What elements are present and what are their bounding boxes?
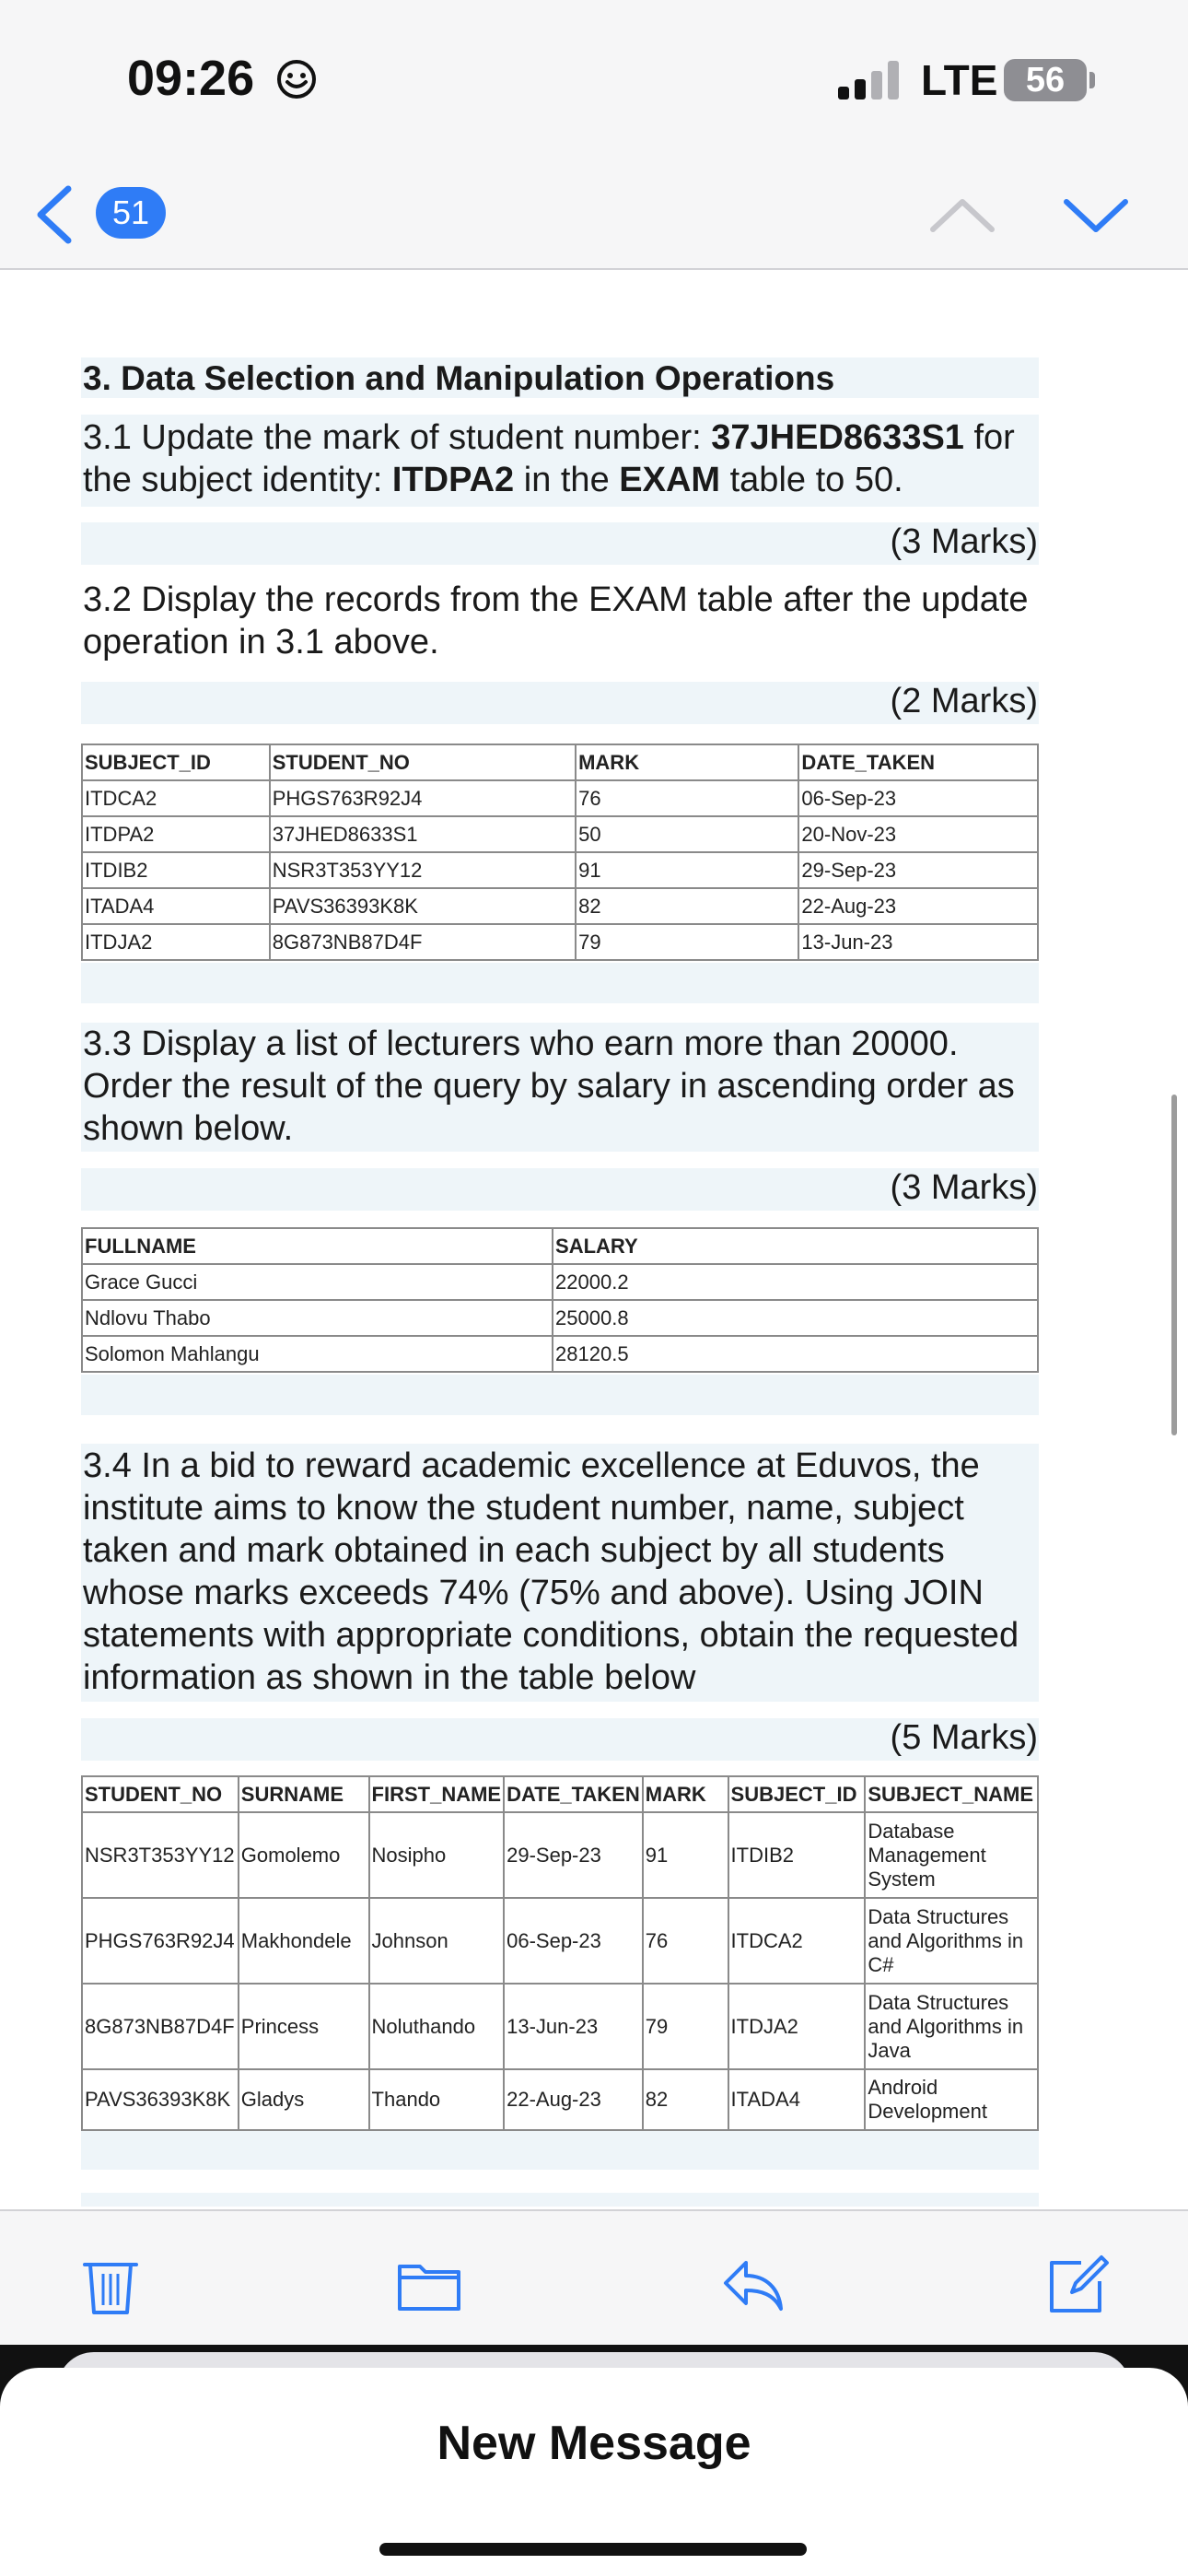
home-indicator[interactable] <box>379 2543 807 2556</box>
table-cell: 06-Sep-23 <box>798 780 1038 816</box>
document-scrollbar[interactable] <box>1171 1095 1177 1435</box>
table-cell: ITDJA2 <box>728 1984 866 2069</box>
section-heading: 3. Data Selection and Manipulation Operations <box>83 359 835 397</box>
table-cell: ITADA4 <box>82 888 270 924</box>
q31-marks: (3 Marks) <box>890 522 1038 561</box>
table-cell: 50 <box>576 816 798 852</box>
table-row <box>82 780 1038 816</box>
table-cell: Thando <box>369 2069 505 2130</box>
join-header-subject-name: SUBJECT_NAME <box>865 1776 1038 1812</box>
q32-marks: (2 Marks) <box>890 682 1038 720</box>
table-row <box>82 816 1038 852</box>
back-chevron-icon[interactable] <box>28 178 83 252</box>
table-cell: 22-Aug-23 <box>798 888 1038 924</box>
new-message-title[interactable]: New Message <box>437 2417 751 2470</box>
battery-icon: 56 <box>1004 59 1087 101</box>
table-cell: 79 <box>643 1984 728 2069</box>
smiley-icon <box>276 59 317 100</box>
table-cell: Noluthando <box>369 1984 505 2069</box>
exam-header-mark: MARK <box>576 744 798 780</box>
table-cell: PHGS763R92J4 <box>82 1898 239 1984</box>
reply-icon[interactable] <box>720 2254 786 2316</box>
question-3-2: 3.2 Display the records from the EXAM table after the update operation in 3.1 above. <box>83 580 1029 662</box>
table-cell: 28120.5 <box>553 1336 1038 1372</box>
table-row <box>82 924 1038 960</box>
table-cell: 82 <box>643 2069 728 2130</box>
join-header-surname: SURNAME <box>239 1776 369 1812</box>
exam-table <box>81 744 1039 961</box>
status-bar <box>0 0 1188 161</box>
join-result-table <box>81 1775 1039 2131</box>
table-cell: PAVS36393K8K <box>82 2069 239 2130</box>
table-row <box>82 888 1038 924</box>
unread-count-badge[interactable]: 51 <box>96 187 166 239</box>
table-row <box>82 1812 1038 1898</box>
compose-icon[interactable] <box>1044 2254 1111 2316</box>
table-cell: Nosipho <box>369 1812 505 1898</box>
attachment-document[interactable] <box>0 272 1188 2207</box>
lecturer-header-row <box>82 1228 1038 1264</box>
table-cell: Data Structures and Algorithms in C# <box>865 1898 1038 1984</box>
table-cell: ITDPA2 <box>82 816 270 852</box>
join-header-mark: MARK <box>643 1776 728 1812</box>
next-question-cut-off <box>81 2193 1039 2207</box>
table-cell: Android Development <box>865 2069 1038 2130</box>
table-cell: PAVS36393K8K <box>270 888 576 924</box>
table-cell: ITDCA2 <box>728 1898 866 1984</box>
table-cell: 29-Sep-23 <box>504 1812 643 1898</box>
table-cell: 29-Sep-23 <box>798 852 1038 888</box>
table-cell: 79 <box>576 924 798 960</box>
battery-nub <box>1089 72 1095 88</box>
lecturer-header-salary: SALARY <box>553 1228 1038 1264</box>
q34-marks: (5 Marks) <box>890 1718 1038 1757</box>
table-cell: 22-Aug-23 <box>504 2069 643 2130</box>
table-cell: Princess <box>239 1984 369 2069</box>
mail-toolbar <box>0 2209 1188 2357</box>
table-cell: Ndlovu Thabo <box>82 1300 553 1336</box>
table-row <box>82 2069 1038 2130</box>
table-cell: 91 <box>576 852 798 888</box>
table-cell: Data Structures and Algorithms in Java <box>865 1984 1038 2069</box>
lecturer-header-fullname: FULLNAME <box>82 1228 553 1264</box>
table-cell: NSR3T353YY12 <box>270 852 576 888</box>
join-header-student-no: STUDENT_NO <box>82 1776 239 1812</box>
table-cell: 8G873NB87D4F <box>82 1984 239 2069</box>
table-cell: Johnson <box>369 1898 505 1984</box>
table-cell: ITDIB2 <box>728 1812 866 1898</box>
exam-header-student-no: STUDENT_NO <box>270 744 576 780</box>
network-label: LTE <box>921 56 998 104</box>
join-header-first-name: FIRST_NAME <box>369 1776 505 1812</box>
table-cell: 76 <box>643 1898 728 1984</box>
table-cell: Gomolemo <box>239 1812 369 1898</box>
question-3-4: 3.4 In a bid to reward academic excellence at Eduvos, the institute aims to know the student number, name, subject taken and mark obtained in each subject by all students whose marks exceeds 74% (75% and above). Using JOIN statements with appropriate conditions, obtain the requested information as shown in the table below <box>83 1446 1019 1697</box>
table-cell: ITDIB2 <box>82 852 270 888</box>
signal-icon <box>838 61 903 100</box>
table-row <box>82 852 1038 888</box>
question-3-3: 3.3 Display a list of lecturers who earn more than 20000. Order the result of the query by salary in ascending order as shown below. <box>83 1025 1015 1148</box>
spacer-band <box>81 963 1039 1003</box>
trash-icon[interactable] <box>79 2254 142 2316</box>
table-cell: 25000.8 <box>553 1300 1038 1336</box>
table-cell: Database Management System <box>865 1812 1038 1898</box>
spacer-band <box>81 2131 1039 2170</box>
q33-marks: (3 Marks) <box>890 1168 1038 1207</box>
table-cell: ITDJA2 <box>82 924 270 960</box>
table-cell: Grace Gucci <box>82 1264 553 1300</box>
exam-header-row <box>82 744 1038 780</box>
join-header-subject-id: SUBJECT_ID <box>728 1776 866 1812</box>
status-time: 09:26 <box>127 51 255 106</box>
table-cell: 37JHED8633S1 <box>270 816 576 852</box>
mail-nav-bar <box>0 161 1188 270</box>
join-header-date-taken: DATE_TAKEN <box>504 1776 643 1812</box>
table-cell: ITADA4 <box>728 2069 866 2130</box>
table-row <box>82 1336 1038 1372</box>
exam-header-date-taken: DATE_TAKEN <box>798 744 1038 780</box>
table-cell: 91 <box>643 1812 728 1898</box>
table-cell: 13-Jun-23 <box>798 924 1038 960</box>
table-cell: 76 <box>576 780 798 816</box>
table-cell: 22000.2 <box>553 1264 1038 1300</box>
table-cell: ITDCA2 <box>82 780 270 816</box>
table-row <box>82 1984 1038 2069</box>
up-chevron-icon[interactable] <box>926 181 999 248</box>
table-row <box>82 1300 1038 1336</box>
table-cell: 13-Jun-23 <box>504 1984 643 2069</box>
join-header-row <box>82 1776 1038 1812</box>
folder-icon[interactable] <box>396 2254 462 2316</box>
table-cell: 8G873NB87D4F <box>270 924 576 960</box>
table-cell: PHGS763R92J4 <box>270 780 576 816</box>
table-row <box>82 1264 1038 1300</box>
new-message-sheet[interactable] <box>0 2368 1188 2576</box>
table-cell: Solomon Mahlangu <box>82 1336 553 1372</box>
question-3-1: 3.1 Update the mark of student number: 37JHED8633S1 for the subject identity: ITDPA2 in the EXAM table to 50. <box>83 418 1015 499</box>
spacer-band <box>81 1375 1039 1415</box>
table-cell: Gladys <box>239 2069 369 2130</box>
table-cell: Makhondele <box>239 1898 369 1984</box>
down-chevron-icon[interactable] <box>1059 181 1133 248</box>
lecturer-table <box>81 1227 1039 1373</box>
table-cell: NSR3T353YY12 <box>82 1812 239 1898</box>
table-cell: 82 <box>576 888 798 924</box>
table-row <box>82 1898 1038 1984</box>
table-cell: 06-Sep-23 <box>504 1898 643 1984</box>
table-cell: 20-Nov-23 <box>798 816 1038 852</box>
exam-header-subject-id: SUBJECT_ID <box>82 744 270 780</box>
